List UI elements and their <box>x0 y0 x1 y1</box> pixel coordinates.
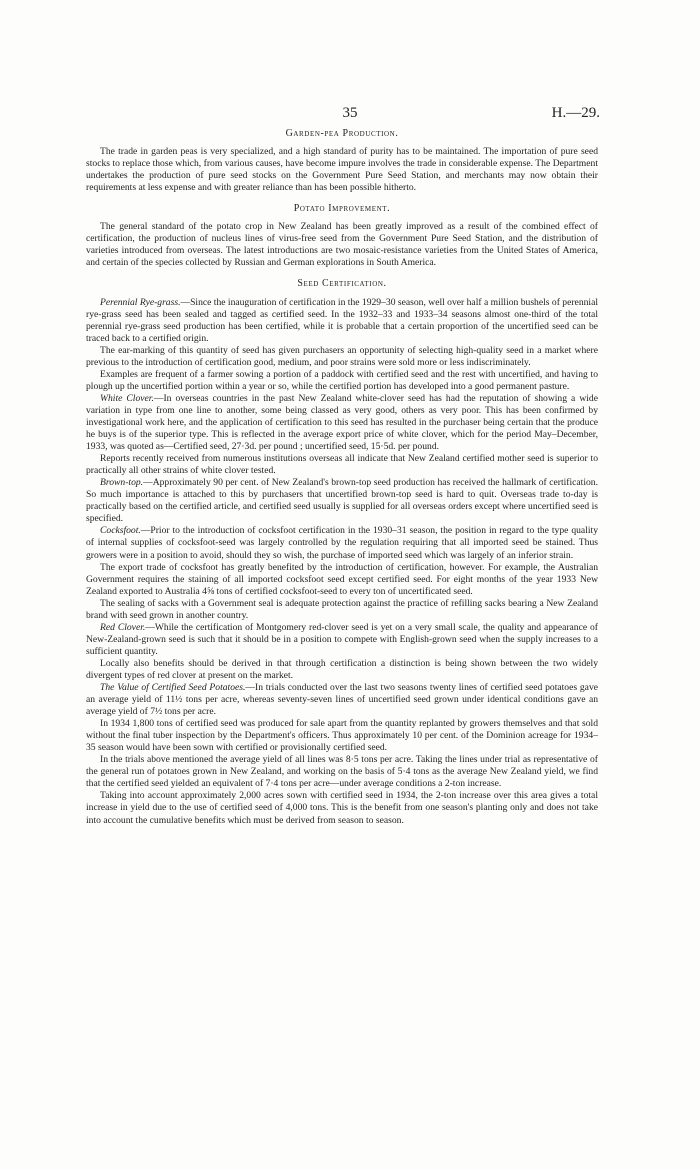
paragraph-text: Locally also benefits should be derived in that through certification a distinction is being shown between the two widely divergent types of red clover at present on the market. <box>86 657 598 681</box>
paragraph <box>86 146 598 194</box>
paragraph-text: —Approximately 90 per cent. of New Zealand's brown-top seed production has received the hallmark of certification. So much importance is attached to this by purchasers that uncertified brown-top seed is hard to quit. Overseas trade to-day is practically based on the certified article, and certified seed usually is supplied for all overseas orders except where uncertified seed is specified. <box>86 477 598 525</box>
section-heading: Garden-pea Production. <box>285 128 399 139</box>
paragraph-text: —In overseas countries in the past New Zealand white-clover seed has had the reputation of showing a wide variation in type from one line to another, some being classed as very good, others as very poor. This has been confirmed by investigational work here, and the application of certification to this seed has resulted in the purchaser being certain that the produce he buys is of the superior type. This is reflected in the average export price of white clover, which for the period May–December, 1933, was quoted as—Certified seed, 27·3d. per pound ; uncertified seed, 15·5d. per pound. <box>86 392 598 453</box>
paragraph-text: —While the certification of Montgomery red-clover seed is yet on a very small scale, the quality and appearance of New-Zealand-grown seed is such that it should be in a position to compete with English-grown seed when the supply increases to a sufficient quantity. <box>86 621 598 657</box>
paragraph-lead: White Clover. <box>100 392 154 404</box>
paragraph-lead: The Value of Certified Seed Potatoes. <box>100 682 246 694</box>
paragraph-text: The general standard of the potato crop in New Zealand has been greatly improved as a result of the combined effect of certification, the production of nucleus lines of virus-free seed from the Government Pure Seed Station, and the distribution of varieties introduced from overseas. The latest introductions are two mosaic-resistance varieties from the United States of America, and certain of the species collected by Russian and German explorations in South America. <box>86 221 598 269</box>
paragraph <box>86 718 598 754</box>
paragraph <box>86 369 598 393</box>
paragraph <box>86 598 598 622</box>
paragraph <box>86 682 598 718</box>
document-reference: H.—29. <box>551 105 600 121</box>
paragraph-lead: Brown-top. <box>100 477 144 489</box>
paragraph-text: Examples are frequent of a farmer sowing a portion of a paddock with certified seed and the rest with uncertified, and having to plough up the uncertified portion within a year or so, while the certified portion has developed into a good permanent pasture. <box>86 368 598 392</box>
paragraph <box>86 345 598 369</box>
paragraph-text: In 1934 1,800 tons of certified seed was produced for sale apart from the quantity replanted by growers themselves and that sold without the final tuber inspection by the Department's officers. Thus approximately 10 per cent. of the Dominion acreage for 1934–35 season would have been sown with certified or provisionally certified seed. <box>86 718 598 754</box>
paragraph-text: The ear-marking of this quantity of seed has given purchasers an opportunity of selecting high-quality seed in a market where previous to the introduction of certification good, medium, and poor strains were sold more or less indiscriminately. <box>86 344 598 368</box>
paragraph-text: —In trials conducted over the last two seasons twenty lines of certified seed potatoes gave an average yield of 11½ tons per acre, whereas seventy-seven lines of uncertified seed grown under identical conditions gave an average yield of 7½ tons per acre. <box>86 682 598 718</box>
paragraph-text: In the trials above mentioned the average yield of all lines was 8·5 tons per acre. Taking the lines under trial as representative of the general run of potatoes grown in New Zealand, and working on the basis of 5·4 tons as the average New Zealand yield, we find that the certified seed yielded an equivalent of 7·4 tons per acre—under average conditions a 2-ton increase. <box>86 754 598 790</box>
paragraph <box>86 525 598 561</box>
paragraph-lead: Perennial Rye-grass. <box>100 296 181 308</box>
paragraph-lead: Red Clover. <box>100 621 146 633</box>
section-heading: Potato Improvement. <box>293 203 391 215</box>
paragraph-lead: Cocksfoot. <box>100 525 141 537</box>
paragraph <box>86 622 598 658</box>
paragraph <box>86 297 598 345</box>
paragraph-text: The export trade of cocksfoot has greatly benefited by the introduction of certification, however. For example, the Australian Government requires the staining of all imported cocksfoot seed except certified seed. For eight months of the year 1933 New Zealand exported to Australia 4⅝ tons of certified cocksfoot-seed to every ton of uncertificated seed. <box>86 561 598 597</box>
paragraph <box>86 453 598 477</box>
paragraph <box>86 477 598 525</box>
section <box>86 278 598 826</box>
paragraph <box>86 221 598 269</box>
paragraph-text: Taking into account approximately 2,000 acres sown with certified seed in 1934, the 2-ton increase over this area gives a total increase in yield due to the use of certified seed of 4,000 tons. This is the benefit from one season's planting only and does not take into account the cumulative benefits which must be derived from season to season. <box>86 790 598 826</box>
paragraph <box>86 562 598 598</box>
paragraph-text: The sealing of sacks with a Government seal is adequate protection against the practice of refilling sacks bearing a New Zealand brand with seed grown in another country. <box>86 597 598 621</box>
header-spacer <box>86 104 598 128</box>
section <box>86 128 598 194</box>
document-body <box>86 104 598 836</box>
page-number: 35 <box>342 105 358 121</box>
paragraph-text: The trade in garden peas is very specialized, and a high standard of purity has to be maintained. The importation of pure seed stocks to replace those which, from various causes, have become impure involves the trade in considerable expense. The Department undertakes the production of pure seed stocks on the Government Pure Seed Station, and merchants may now obtain their requirements at less expense and with greater reliance than has been possible hitherto. <box>86 146 598 194</box>
paragraph <box>86 393 598 453</box>
section-heading: Seed Certification. <box>297 278 387 290</box>
section <box>86 203 598 269</box>
paragraph <box>86 790 598 826</box>
paragraph <box>86 658 598 682</box>
paragraph-text: —Prior to the introduction of cocksfoot certification in the 1930–31 season, the position in regard to the type quality of internal supplies of cocksfoot-seed was largely controlled by the regulation requiring that all imported seed be stained. Thus growers were in a position to avoid, should they so wish, the purchase of imported seed which was largely of an inferior strain. <box>86 525 598 561</box>
paragraph-text: —Since the inauguration of certification in the 1929–30 season, well over half a million bushels of perennial rye-grass seed has been sealed and tagged as certified seed. In the 1932–33 and 1933–34 seasons almost one-third of the total perennial rye-grass seed production has been certified, while it is probable that a certain proportion of the uncertified seed can be traced back to a certified origin. <box>86 296 598 344</box>
paragraph <box>86 754 598 790</box>
paragraph-text: Reports recently received from numerous institutions overseas all indicate that New Zealand certified mother seed is superior to practically all other strains of white clover tested. <box>86 453 598 477</box>
